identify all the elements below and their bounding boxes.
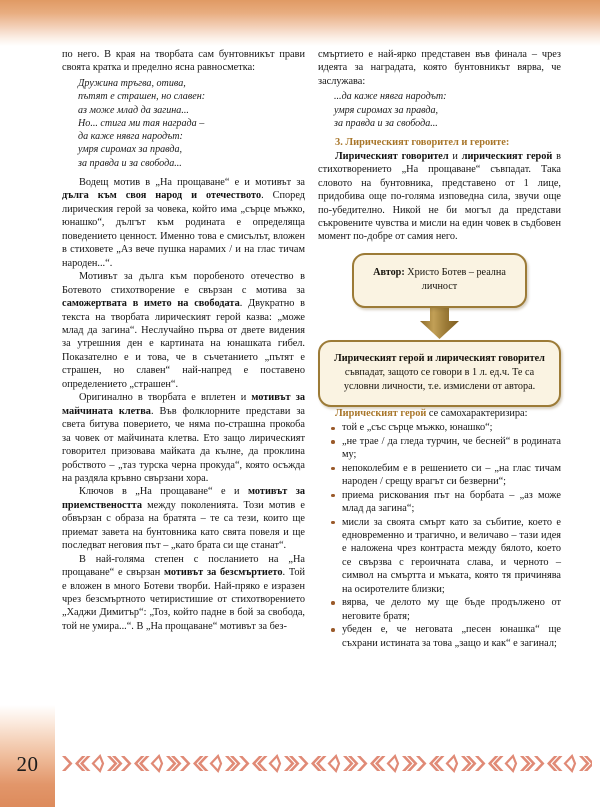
list-item: непоколебим е в решението си – „на глас тичам народен / срещу врагът си безверни“; xyxy=(331,462,561,489)
list-item: той е „със сърце мъжко, юнашко“; xyxy=(331,421,561,434)
author-hero-diagram xyxy=(318,253,561,407)
chevron-decorative-border xyxy=(62,754,592,776)
poem-quotation-2 xyxy=(318,90,561,130)
diagram-box-author: Автор: Христо Ботев – реална личност xyxy=(352,253,527,308)
diagram-box-lyrical-hero: Лирическият герой и лирическият говорител съвпадат, защото се говори в 1 л. ед.ч. Те са условни личности, т.е. измислени от автора. xyxy=(318,340,561,407)
paragraph-continuation: по него. В края на творбата сам бунтовникът прави своята кратка и пределно ясна равносметка: xyxy=(62,49,305,74)
paragraph-continuation: смъртието е най-ярко представен във финала – чрез идеята за наградата, която бунтовникът вярва, че заслужава: xyxy=(318,49,561,87)
poem-line: Но... стига ми тая награда – xyxy=(78,117,205,129)
top-decorative-band xyxy=(0,0,600,46)
list-item: „не трае / да гледа турчин, че бесней“ в родината му; xyxy=(331,435,561,462)
list-lead-in: Лирическият герой се самохарактеризира: xyxy=(335,407,528,419)
right-text-column xyxy=(318,48,561,650)
poem-line: умря сиромах за правда, xyxy=(78,144,183,156)
left-text-column xyxy=(62,48,305,633)
poem-line: за правда и за свобода... xyxy=(334,117,438,129)
paragraph-rich: Лирическият говорител и лирическият герой в стихотворението „На прощаване“ съвпадат. Така словото на бунтовника, представено от 1 лице, придобива още по-голяма изповедна сила, звучи още по-убедително. Никой не би могъл да представи съкровените чувства и мисли на един човек в съдбовен момент по-добре от самия него. xyxy=(318,150,562,243)
poem-line: пътят е страшен, но славен: xyxy=(78,91,206,103)
poem-line: умря сиромах за правда, xyxy=(334,104,439,116)
paragraph-rich: В най-голяма степен с посланието на „На прощаване“ е свързан мотивът за безсмъртието. Той е вложен в много Ботеви творби. Най-пряко е изразен чрез безсмъртното четиристишие от стихотворението „Хаджи Димитър“: „Тоз, който падне в бой за свобода, той не умира...“. В „На прощаване“ мотивът за без- xyxy=(62,553,305,632)
poem-line: да каже нявга народът: xyxy=(78,131,183,143)
paragraph-rich: Водещ мотив в „На прощаване“ е и мотивът за дълга към своя народ и отечеството. Според лирическия герой за човека, който има „сърце мъжко, юнашко“, дългът към родината е определяща поведението ценност. Именно това е смисълът, вложен в стиховете „Аз вече пушка нарамих / и на глас тичам народен...“. xyxy=(62,176,306,269)
down-arrow-icon xyxy=(318,308,561,340)
chevron-pattern-svg xyxy=(62,754,592,776)
list-item: убеден е, че неговата „песен юнашка“ ще съхрани истината за това „защо и как“ е загинал; xyxy=(331,623,561,650)
paragraph-rich: Оригинално в творбата е вплетен и мотивът за майчината клетва. Във фолклорните представи за света битува поверието, че няма по-страшна прокоба за човек от майчината клетва. Ето защо лирическият говорител призовава майката да кълне, да проклина робството – „таз турска черна прокуда“, която осъжда на раздяла кръвно свързани хора. xyxy=(62,392,305,484)
paragraph-rich: Ключов в „На прощаване“ е и мотивът за приемствеността между поколенията. Този мотив е обвързан с образа на братята – те са тези, които ще приемат завета на бунтовника като свята повеля и ще последват неговия път – „като брата си ще станат“. xyxy=(62,486,306,552)
poem-line: Дружина тръгва, отива, xyxy=(78,77,186,89)
hero-characteristics-list xyxy=(318,421,561,650)
poem-quotation-1 xyxy=(62,77,305,170)
page-number: 20 xyxy=(16,752,39,776)
poem-line: ...да каже нявга народът: xyxy=(334,91,447,103)
poem-line: за правда и за свобода... xyxy=(78,157,182,169)
poem-line: аз може млад да загина... xyxy=(78,104,189,116)
list-item: мисли за своята смърт като за събитие, което е едновременно и трагично, и величаво – тази идея е наложена чрез контраста между бялото, което се свързва с героичната слава, и черното – символ на смъртта и мъката, която тя причинява на осиротелите близки; xyxy=(331,516,561,597)
list-item: приема рискования път на борбата – „аз може млад да загина“; xyxy=(331,489,561,516)
list-item: вярва, че делото му ще бъде продължено от неговите братя; xyxy=(331,596,561,623)
section-heading: 3. Лирическият говорител и героите: xyxy=(335,137,510,149)
paragraph-rich: Мотивът за дълга към поробеното отечество в Ботевото стихотворение е свързан с мотива за саможертвата в името на свободата. Двукратно в текста на творбата лирическият герой казва: „може млад да загина“. Неслучайно първа от двете видения за утрешния ден е картината на юнашката гибел. Показателно е и това, че в съчетанието „пътят е страшен, но славен“ най-напред е поставено определението „страшен“. xyxy=(62,271,305,390)
